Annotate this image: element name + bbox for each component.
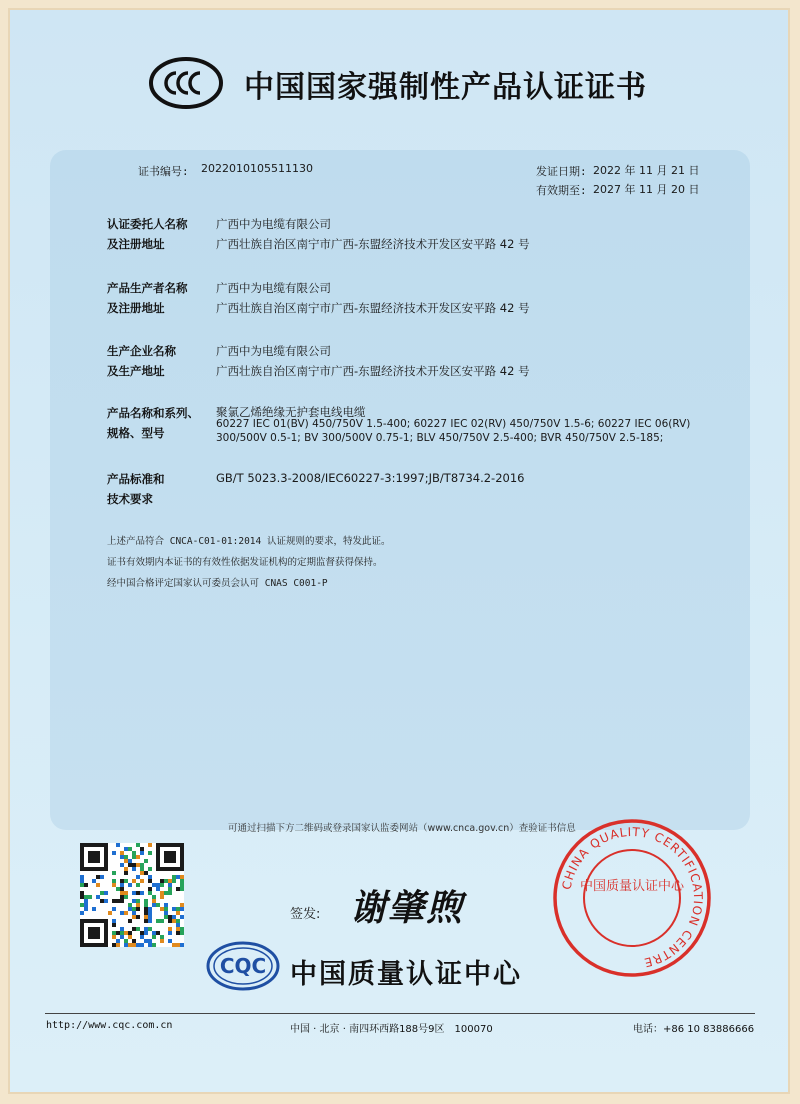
expiry-date: 2027 年 11 月 20 日: [593, 183, 700, 196]
footer-address: 中国 · 北京 · 南四环西路188号9区 100070: [290, 1024, 493, 1035]
applicant-address: 广西壮族自治区南宁市广西-东盟经济技术开发区安平路 42 号: [216, 237, 530, 251]
svg-text:CQC: CQC: [219, 954, 267, 978]
factory-address: 广西壮族自治区南宁市广西-东盟经济技术开发区安平路 42 号: [216, 364, 530, 378]
issuer-name: 中国质量认证中心: [290, 959, 522, 990]
seal-ring-text: CHINA QUALITY CERTIFICATION CENTRE: [559, 824, 706, 970]
certificate-number: 2022010105511130: [201, 162, 313, 175]
standard-value: GB/T 5023.3-2008/IEC60227-3:1997;JB/T8734.2-2016: [216, 471, 525, 485]
svg-text:CHINA QUALITY CERTIFICATION CE: [560, 825, 706, 970]
certificate-header: [0, 56, 800, 116]
manufacturer-address: 广西壮族自治区南宁市广西-东盟经济技术开发区安平路 42 号: [216, 301, 530, 315]
note-line: 上述产品符合 CNCA-C01-01:2014 认证规则的要求，特发此证。: [107, 536, 391, 547]
manufacturer-label: 产品生产者名称: [107, 281, 188, 295]
standard-label: 产品标准和: [107, 472, 165, 486]
certificate-title: 中国国家强制性产品认证证书: [244, 70, 647, 105]
applicant-label: 认证委托人名称: [107, 217, 188, 231]
factory-address-label: 及生产地址: [107, 364, 165, 378]
product-models-line2: 300/500V 0.5-1; BV 300/500V 0.75-1; BLV 450/750V 2.5-400; BVR 450/750V 2.5-185;: [216, 432, 664, 444]
product-name: 聚氯乙烯绝缘无护套电线电缆: [216, 405, 366, 419]
footer-phone: 电话：+86 10 83886666: [633, 1024, 755, 1035]
applicant-name: 广西中为电缆有限公司: [216, 217, 331, 231]
product-label: 产品名称和系列、: [107, 406, 199, 420]
manufacturer-name: 广西中为电缆有限公司: [216, 281, 331, 295]
note-line: 经中国合格评定国家认可委员会认可 CNAS C001-P: [107, 578, 328, 589]
seal-inner-text: 中国质量认证中心: [579, 879, 685, 894]
footer-website[interactable]: http://www.cqc.com.cn: [46, 1020, 173, 1031]
product-spec-label: 规格、型号: [107, 426, 165, 440]
standard-label-2: 技术要求: [107, 492, 153, 506]
factory-label: 生产企业名称: [107, 344, 176, 358]
verification-instructions: 可通过扫描下方二维码或登录国家认监委网站（www.cnca.gov.cn）查验证书信息: [228, 823, 576, 834]
product-models-line1: 60227 IEC 01(BV) 450/750V 1.5-400; 60227 IEC 02(RV) 450/750V 1.5-6; 60227 IEC 06(RV): [216, 418, 691, 430]
qr-code[interactable]: [80, 843, 184, 947]
expiry-date-label: 有效期至:: [536, 184, 587, 197]
issue-date-label: 发证日期:: [536, 165, 587, 178]
cqc-logo-icon: [205, 940, 281, 992]
ccc-certification-mark-icon: [148, 56, 224, 110]
footer-divider: [45, 1013, 755, 1014]
applicant-address-label: 及注册地址: [107, 237, 165, 251]
note-line: 证书有效期内本证书的有效性依据发证机构的定期监督获得保持。: [107, 557, 383, 568]
signature: 谢肇煦: [350, 887, 465, 929]
certificate-body-panel: [50, 150, 750, 830]
issue-date: 2022 年 11 月 21 日: [593, 164, 700, 177]
factory-name: 广西中为电缆有限公司: [216, 344, 331, 358]
certificate-number-label: 证书编号:: [138, 165, 189, 178]
manufacturer-address-label: 及注册地址: [107, 301, 165, 315]
cqc-official-seal: [552, 818, 712, 978]
signature-label: 签发:: [290, 907, 321, 922]
